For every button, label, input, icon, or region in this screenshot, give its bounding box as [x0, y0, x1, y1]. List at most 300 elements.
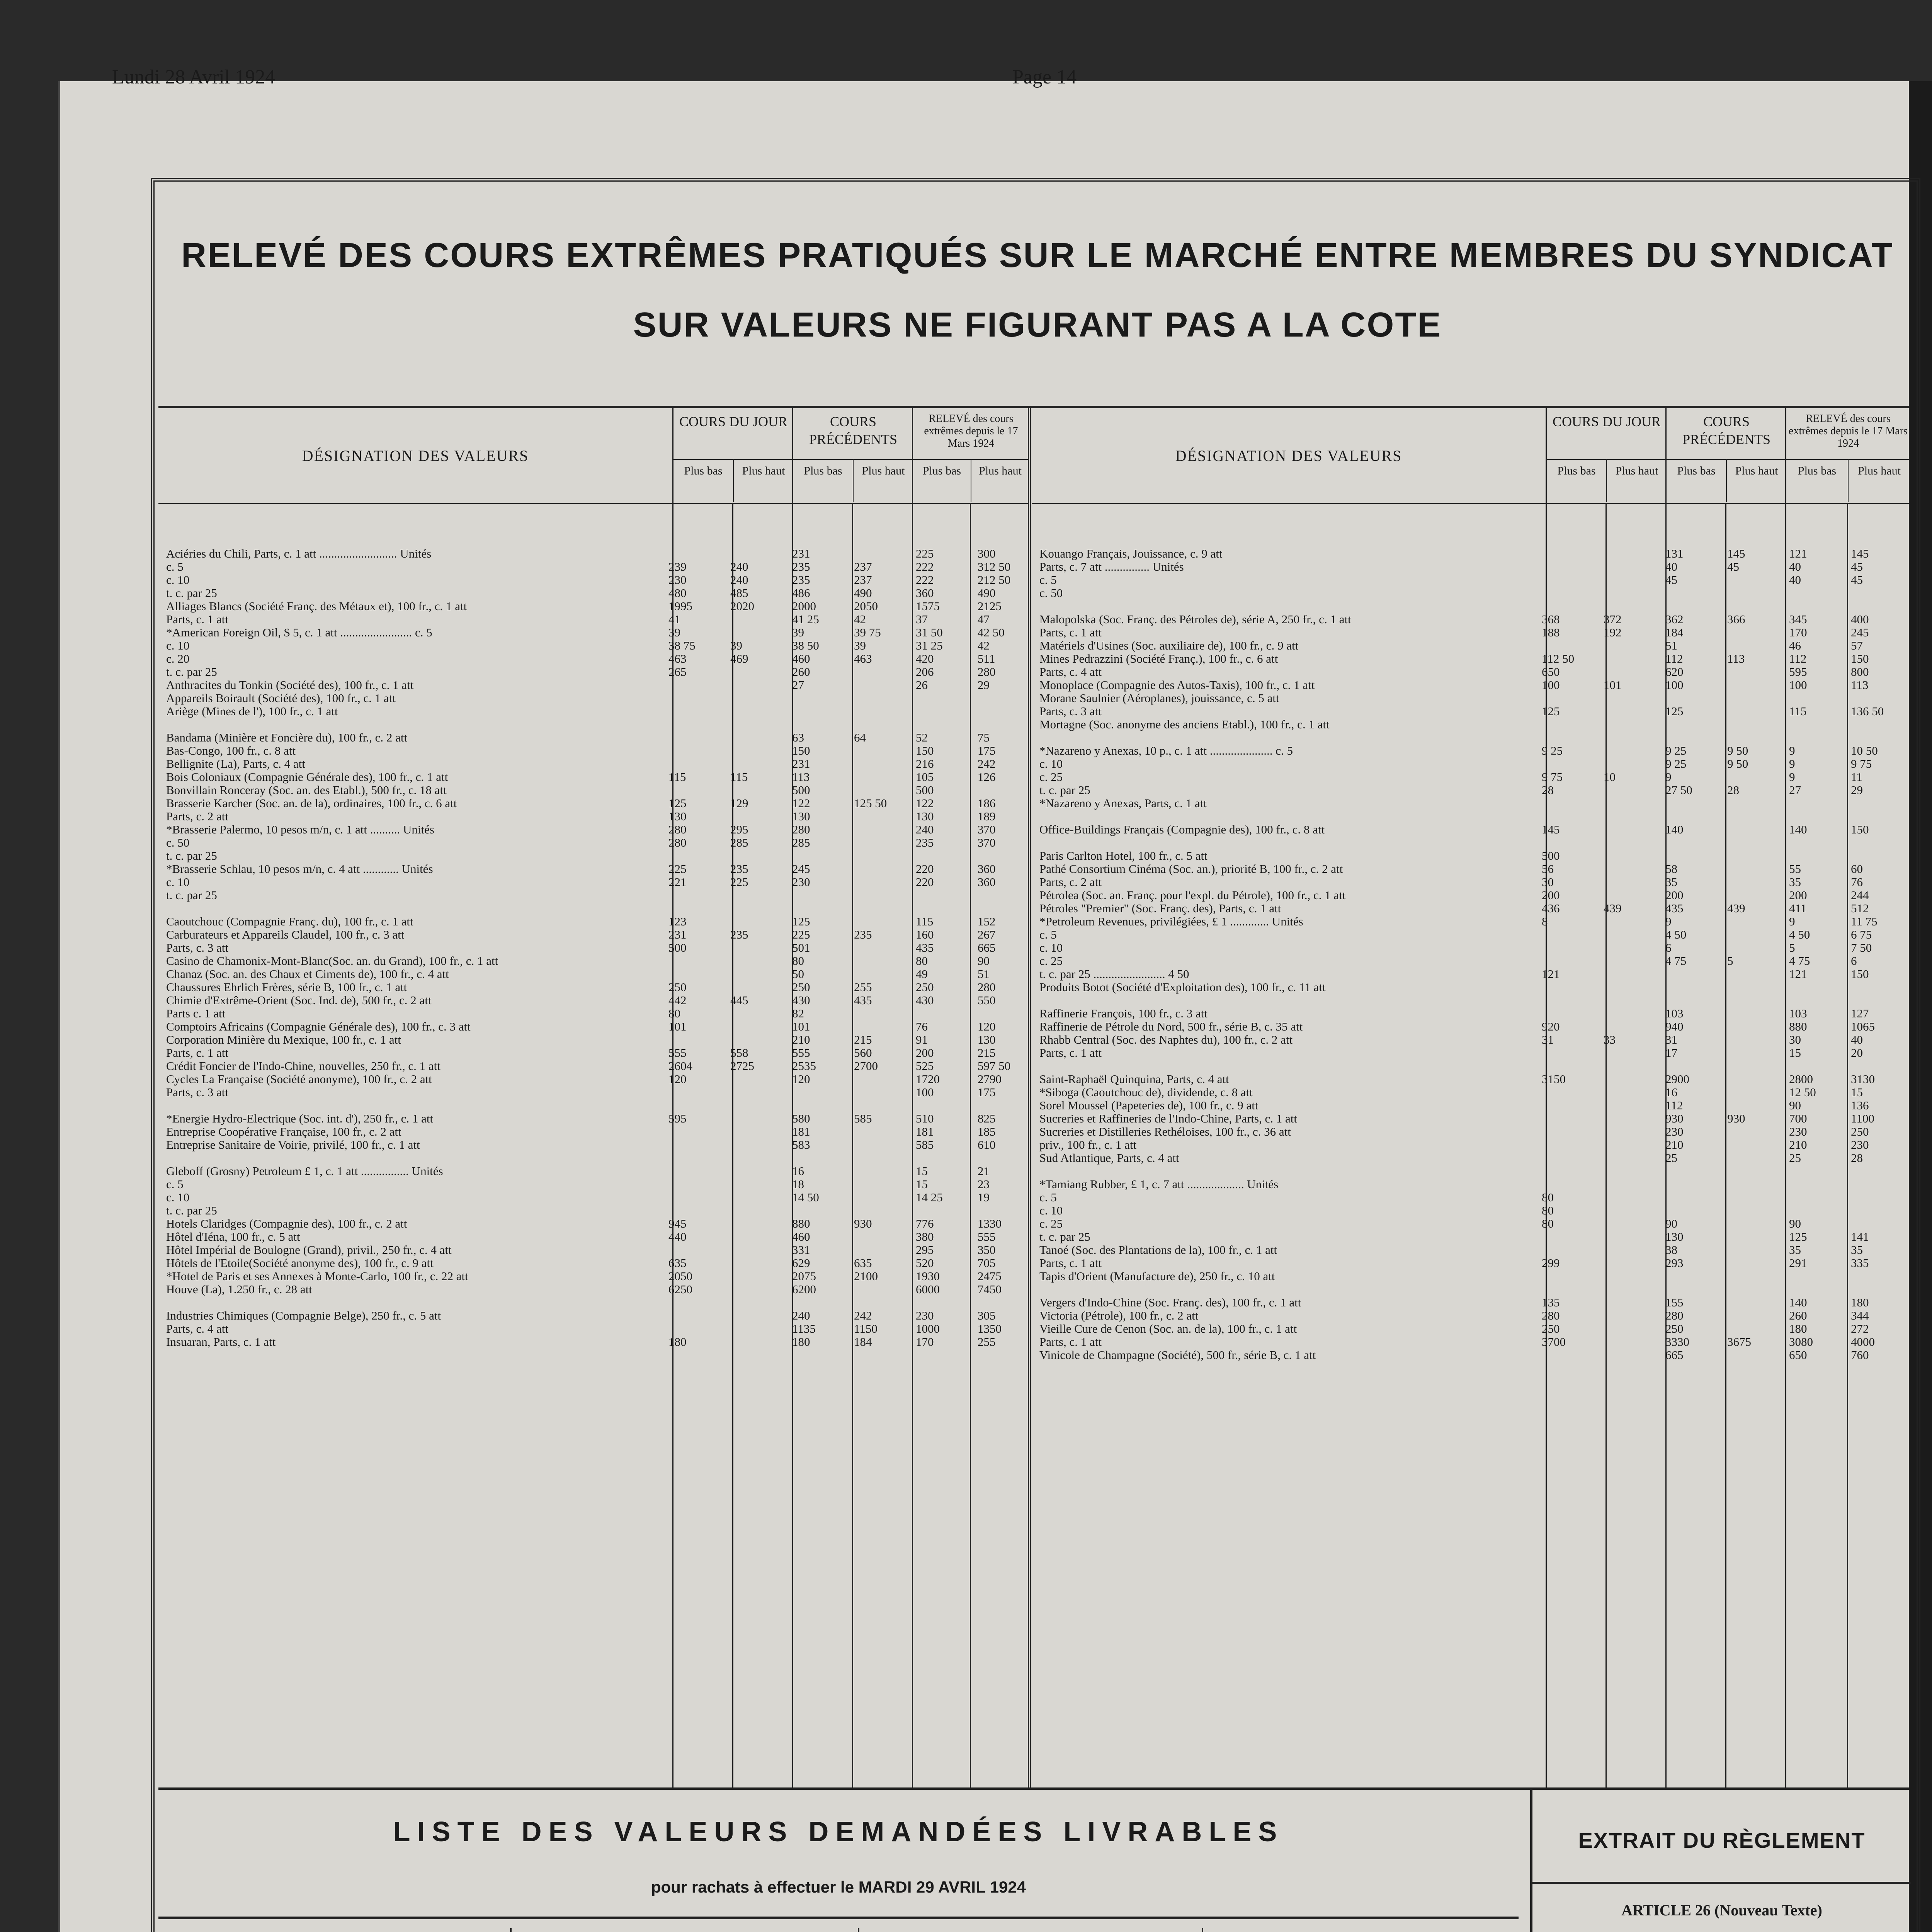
cours-value: 1150 [854, 1322, 878, 1335]
valeur-name: Casino de Chamonix-Mont-Blanc(Soc. an. du Grand), 100 fr., c. 1 att [166, 954, 498, 968]
cours-value: 160 [916, 928, 934, 941]
cours-value: 280 [792, 823, 810, 836]
cours-value: 700 [1789, 1112, 1807, 1125]
cours-value [1723, 810, 1785, 823]
cours-value [1662, 718, 1723, 731]
cours-value [726, 915, 788, 928]
cours-value: 80 [1542, 1190, 1554, 1204]
cours-value: 51 [1665, 639, 1677, 652]
table-row [166, 1335, 1036, 1349]
cours-value [726, 1191, 788, 1204]
valeur-name: t. c. par 25 ........................ 4 50 [1039, 968, 1189, 981]
cours-value: 39 75 [854, 626, 881, 639]
valeur-name: Parts, c. 3 att [166, 1086, 228, 1099]
table-row [1039, 1073, 1909, 1086]
table-row [1039, 652, 1909, 665]
cours-value: 29 [978, 678, 990, 692]
table-row [166, 1046, 1036, 1060]
cours-value: 52 [916, 731, 928, 744]
cours-value [1538, 731, 1600, 744]
table-row [1039, 718, 1909, 731]
cours-value: 285 [792, 836, 810, 849]
valeur-name: Tanoé (Soc. des Plantations de la), 100 fr., c. 1 att [1039, 1243, 1277, 1257]
table-row [1039, 981, 1909, 994]
cours-value [1723, 679, 1785, 692]
cours-value [1785, 692, 1847, 705]
cours-value [1723, 770, 1785, 784]
cours-value: 39 [730, 639, 742, 652]
cours-value: 2475 [978, 1269, 1002, 1283]
cours-value [1600, 862, 1662, 876]
cours-value: 150 [1851, 652, 1869, 665]
cours-value: 155 [1665, 1296, 1684, 1309]
cours-value [1600, 757, 1662, 770]
cours-value [726, 1322, 788, 1335]
cours-value [1600, 994, 1662, 1007]
cours-value: 585 [916, 1138, 934, 1151]
cours-value [665, 1296, 726, 1309]
main-title: RELEVÉ DES COURS EXTRÊMES PRATIQUÉS SUR LE MARCHÉ ENTRE MEMBRES DU SYNDICAT [181, 236, 1894, 275]
cours-value [1847, 587, 1909, 600]
cours-value: 435 [916, 941, 934, 954]
valeur-name [1039, 731, 1538, 744]
divider [158, 1917, 1519, 1919]
left-rows [166, 547, 1036, 1349]
cours-value: 90 [1789, 1217, 1801, 1230]
cours-value [1847, 692, 1909, 705]
cours-value: 555 [668, 1046, 687, 1060]
cours-value [850, 915, 912, 928]
cours-value [1600, 889, 1662, 902]
valeur-name: Produits Botot (Société d'Exploitation des), 100 fr., c. 11 att [1039, 981, 1326, 994]
valeur-name: Chanaz (Soc. an. des Chaux et Ciments de), 100 fr., c. 4 att [166, 968, 449, 981]
table-row [166, 1033, 1036, 1046]
cours-value [726, 547, 788, 560]
valeur-name [166, 718, 665, 731]
cours-value: 237 [854, 573, 872, 587]
table-header [158, 408, 1028, 504]
cours-value: 57 [1851, 639, 1863, 652]
cours-value [1847, 1283, 1909, 1296]
cours-value [1538, 941, 1600, 954]
table-row [166, 744, 1036, 757]
table-row [1039, 1349, 1909, 1362]
cours-value: 17 [1665, 1046, 1677, 1060]
cours-value: 47 [978, 612, 990, 626]
table-row [166, 1191, 1036, 1204]
cours-value [1600, 1125, 1662, 1138]
cours-value: 436 [1542, 901, 1560, 915]
cours-value [726, 1099, 788, 1112]
valeur-name: *Siboga (Caoutchouc de), dividende, c. 8 att [1039, 1086, 1253, 1099]
valeur-name [166, 902, 665, 915]
cours-value: 140 [1665, 823, 1684, 836]
cours-value [788, 1151, 850, 1165]
cours-value [1600, 849, 1662, 862]
table-row [1039, 797, 1909, 810]
cours-value [1723, 626, 1785, 639]
valeur-name: c. 10 [166, 1191, 190, 1204]
table-row [166, 613, 1036, 626]
cours-value: 121 [1789, 967, 1807, 981]
cours-value [1600, 639, 1662, 652]
cours-value [665, 757, 726, 770]
cours-value: 40 [1665, 560, 1677, 573]
cours-value: 267 [978, 928, 996, 941]
cours-value [665, 902, 726, 915]
cours-value: 210 [1665, 1138, 1684, 1151]
table-row [166, 1138, 1036, 1151]
cours-value [1538, 1138, 1600, 1151]
valeur-name: Tapis d'Orient (Manufacture de), 250 fr., c. 10 att [1039, 1270, 1275, 1283]
cours-value: 41 [668, 612, 680, 626]
valeur-name: Matériels d'Usines (Soc. auxiliaire de), 100 fr., c. 9 att [1039, 639, 1299, 652]
cours-value: 430 [916, 993, 934, 1007]
cours-value [1538, 928, 1600, 941]
cours-value [974, 718, 1036, 731]
cours-value: 235 [730, 862, 748, 876]
table-row [166, 928, 1036, 941]
valeur-name: Bandama (Minière et Foncière du), 100 fr., c. 2 att [166, 731, 408, 744]
cours-value: 15 [1789, 1046, 1801, 1060]
cours-value: 120 [668, 1072, 687, 1086]
cours-value [1662, 600, 1723, 613]
valeur-name: Mines Pedrazzini (Société Franç.), 100 fr., c. 6 att [1039, 652, 1278, 665]
cours-value: 230 [1665, 1125, 1684, 1138]
cours-value [1723, 1309, 1785, 1322]
cours-value: 14 50 [792, 1190, 819, 1204]
cours-value [665, 679, 726, 692]
cours-value [726, 954, 788, 968]
cours-value [665, 1099, 726, 1112]
cours-value [974, 889, 1036, 902]
table-row [1039, 1007, 1909, 1020]
cours-value [1723, 1007, 1785, 1020]
cours-value: 2790 [978, 1072, 1002, 1086]
cours-value: 5 [1727, 954, 1733, 968]
cours-value [1538, 810, 1600, 823]
cours-value: 225 [730, 875, 748, 889]
cours-value: 665 [1665, 1348, 1684, 1362]
cours-value [1538, 1046, 1600, 1060]
cours-value [665, 744, 726, 757]
cours-value [1600, 1099, 1662, 1112]
table-row [166, 731, 1036, 744]
valeur-name: Anthracites du Tonkin (Société des), 100 fr., c. 1 att [166, 679, 414, 692]
actions-column [158, 1928, 498, 1932]
cours-value: 63 [792, 731, 804, 744]
cours-value [1723, 1349, 1785, 1362]
designation-header: DÉSIGNATION DES VALEURS [302, 447, 529, 464]
cours-value [1723, 1257, 1785, 1270]
cours-value: 7450 [978, 1282, 1002, 1296]
table-row [166, 1243, 1036, 1257]
cours-value [726, 1033, 788, 1046]
cours-value: 90 [1665, 1217, 1677, 1230]
cours-value: 435 [1665, 901, 1684, 915]
table-row [1039, 665, 1909, 679]
cours-value: 11 75 [1851, 915, 1878, 928]
cours-value: 6 75 [1851, 928, 1872, 941]
cours-value: 180 [1789, 1322, 1807, 1335]
cours-value: 131 [1665, 547, 1684, 560]
table-row [166, 560, 1036, 573]
cours-value [974, 692, 1036, 705]
cours-value: 4 50 [1665, 928, 1687, 941]
cours-value [850, 665, 912, 679]
cours-value: 635 [668, 1256, 687, 1270]
cours-value: 242 [854, 1309, 872, 1322]
cours-value: 291 [1789, 1256, 1807, 1270]
cours-value [1600, 1191, 1662, 1204]
cours-value [726, 1270, 788, 1283]
table-row [1039, 731, 1909, 744]
extrait-title: EXTRAIT DU RÈGLEMENT [1578, 1828, 1866, 1852]
cours-value: 6 [1665, 941, 1672, 954]
valeur-name: Pathé Consortium Cinéma (Soc. an.), priorité B, 100 fr., c. 2 att [1039, 862, 1343, 876]
obligations-column [1202, 1928, 1520, 1932]
valeur-name: Hôtel Impérial de Boulogne (Grand), privil., 250 fr., c. 4 att [166, 1243, 452, 1257]
cours-value [665, 1204, 726, 1217]
cours-value: 125 [668, 796, 687, 810]
cours-value: 305 [978, 1309, 996, 1322]
valeur-name: Parts, c. 4 att [166, 1322, 228, 1335]
cours-value: 420 [916, 652, 934, 665]
cours-value [1785, 1178, 1847, 1191]
cours-value: 490 [854, 586, 872, 600]
cours-value [665, 849, 726, 862]
cours-value [1538, 1007, 1600, 1020]
cours-value: 525 [916, 1059, 934, 1073]
cours-value: 1720 [916, 1072, 940, 1086]
cours-prec-header: COURS PRÉCÉDENTS Plus bas Plus haut [792, 408, 913, 503]
valeur-name: Vieille Cure de Cenon (Soc. an. de la), 100 fr., c. 1 att [1039, 1322, 1297, 1335]
table-row [1039, 1283, 1909, 1296]
cours-value [1847, 1060, 1909, 1073]
cours-value [1723, 1178, 1785, 1191]
cours-value [1723, 1060, 1785, 1073]
valeur-name: *Brasserie Schlau, 10 pesos m/n, c. 4 att ............ Unités [166, 862, 433, 876]
cours-value [1723, 600, 1785, 613]
cours-value: 231 [792, 547, 810, 560]
cours-value: 250 [1851, 1125, 1869, 1138]
cours-value [1662, 810, 1723, 823]
table-row [1039, 770, 1909, 784]
table-row [1039, 744, 1909, 757]
cours-value [726, 1086, 788, 1099]
cours-value: 4000 [1851, 1335, 1875, 1349]
cours-value: 37 [916, 612, 928, 626]
table-row [166, 652, 1036, 665]
cours-value [1538, 1125, 1600, 1138]
cours-value [1723, 1243, 1785, 1257]
valeur-name: Bellignite (La), Parts, c. 4 att [166, 757, 305, 770]
cours-value: 2725 [730, 1059, 754, 1073]
cours-value [974, 1099, 1036, 1112]
valeur-name: Rhabb Central (Soc. des Naphtes du), 100 fr., c. 2 att [1039, 1033, 1293, 1046]
valeur-name: Bonvillain Ronceray (Soc. an. des Etabl.), 500 fr., c. 18 att [166, 784, 447, 797]
cours-value [1785, 731, 1847, 744]
cours-value [726, 981, 788, 994]
cours-value [850, 902, 912, 915]
cours-value: 192 [1604, 626, 1622, 639]
cours-value: 9 50 [1727, 757, 1748, 770]
cours-value: 9 75 [1851, 757, 1872, 770]
valeur-name: *Energie Hydro-Electrique (Soc. int. d'), 250 fr., c. 1 att [166, 1112, 434, 1125]
cours-value [850, 692, 912, 705]
cours-value [1723, 1204, 1785, 1217]
cours-value: 39 [792, 626, 804, 639]
cours-value: 181 [792, 1125, 810, 1138]
table-row [1039, 1112, 1909, 1125]
valeur-name: Hôtels de l'Etoile(Société anonyme des), 100 fr., c. 9 att [166, 1257, 434, 1270]
valeur-name: Mortagne (Soc. anonyme des anciens Etabl.), 100 fr., c. 1 att [1039, 718, 1330, 731]
cours-value: 9 25 [1665, 744, 1687, 757]
cours-value [665, 1243, 726, 1257]
cours-value: 2020 [730, 599, 754, 613]
cours-value [1847, 718, 1909, 731]
cours-value: 80 [916, 954, 928, 968]
cours-value: 555 [792, 1046, 810, 1060]
cours-value: 240 [730, 560, 748, 573]
cours-value [1723, 1322, 1785, 1335]
cours-value: 9 75 [1542, 770, 1563, 784]
valeur-name [1039, 1060, 1538, 1073]
valeur-name: c. 5 [1039, 1191, 1057, 1204]
cours-value [1600, 1178, 1662, 1191]
cours-value [665, 1191, 726, 1204]
cours-value: 103 [1789, 1007, 1807, 1020]
table-row [1039, 705, 1909, 718]
table-row [1039, 902, 1909, 915]
valeur-name: c. 5 [166, 1178, 184, 1191]
cours-value: 121 [1542, 967, 1560, 981]
table-row [1039, 1165, 1909, 1178]
cours-value [726, 665, 788, 679]
cours-value: 122 [916, 796, 934, 810]
cours-value: 222 [916, 573, 934, 587]
table-row [166, 823, 1036, 836]
cours-value: 175 [978, 1085, 996, 1099]
cours-value: 200 [916, 1046, 934, 1060]
valeur-name: Parts, c. 1 att [1039, 1046, 1102, 1060]
cours-value [1600, 652, 1662, 665]
table-row [1039, 1151, 1909, 1165]
cours-value [1600, 573, 1662, 587]
cours-value: 121 [1789, 547, 1807, 560]
cours-value: 230 [916, 1309, 934, 1322]
cours-value: 140 [1789, 823, 1807, 836]
cours-value: 220 [916, 875, 934, 889]
cours-value [1600, 1086, 1662, 1099]
cours-value: 25 [1789, 1151, 1801, 1165]
cours-value: 35 [1665, 875, 1677, 889]
cours-value [1723, 836, 1785, 849]
cours-value [665, 1309, 726, 1322]
cours-value [912, 902, 974, 915]
cours-value [726, 1073, 788, 1086]
cours-value [850, 823, 912, 836]
cours-value: 225 [792, 928, 810, 941]
table-row [1039, 600, 1909, 613]
cours-value [788, 1296, 850, 1309]
cours-value: 150 [1851, 967, 1869, 981]
cours-value [1847, 1165, 1909, 1178]
cours-value [1600, 1296, 1662, 1309]
valeur-name: Ariège (Mines de l'), 100 fr., c. 1 att [166, 705, 338, 718]
cours-value: 105 [916, 770, 934, 784]
valeur-name: Vergers d'Indo-Chine (Soc. Franç. des), 100 fr., c. 1 att [1039, 1296, 1301, 1309]
valeur-name: c. 25 [1039, 1217, 1063, 1230]
cours-value [1538, 1112, 1600, 1125]
cours-value [850, 784, 912, 797]
cours-value: 380 [916, 1230, 934, 1243]
cours-value [1600, 665, 1662, 679]
cours-value [1538, 560, 1600, 573]
cours-value: 123 [668, 915, 687, 928]
cours-value: 930 [1727, 1112, 1745, 1125]
cours-value [788, 718, 850, 731]
table-row [166, 547, 1036, 560]
valeur-name: c. 50 [166, 836, 190, 849]
cours-value: 500 [916, 783, 934, 797]
table-row [1039, 836, 1909, 849]
cours-value [1723, 876, 1785, 889]
table-row [166, 1007, 1036, 1020]
cours-value: 80 [1542, 1204, 1554, 1217]
cours-value [1600, 1230, 1662, 1243]
cours-value: 35 [1789, 875, 1801, 889]
valeur-name: t. c. par 25 [166, 849, 217, 862]
valeur-name: Parts, c. 1 att [1039, 1257, 1102, 1270]
cours-value: 130 [668, 810, 687, 823]
cours-value [1662, 994, 1723, 1007]
valeur-name: c. 10 [1039, 1204, 1063, 1217]
cours-value: 225 [668, 862, 687, 876]
table-row [1039, 560, 1909, 573]
cours-value [1723, 941, 1785, 954]
cours-value [1785, 836, 1847, 849]
cours-value [788, 1204, 850, 1217]
cours-value [788, 705, 850, 718]
cours-value [726, 889, 788, 902]
cours-value: 280 [668, 823, 687, 836]
cours-value [1785, 849, 1847, 862]
cours-value: 9 [1789, 757, 1795, 770]
cours-value: 550 [978, 993, 996, 1007]
cours-value: 216 [916, 757, 934, 770]
cours-value [1600, 981, 1662, 994]
cours-value: 245 [1851, 626, 1869, 639]
divider [1532, 1882, 1911, 1884]
cours-value [726, 1230, 788, 1243]
cours-value [850, 1204, 912, 1217]
cours-value: 28 [1727, 783, 1739, 797]
cours-value: 800 [1851, 665, 1869, 679]
cours-value [665, 547, 726, 560]
cours-value: 250 [1665, 1322, 1684, 1335]
cours-value [1600, 744, 1662, 757]
cours-value [665, 1138, 726, 1151]
cours-value: 485 [730, 586, 748, 600]
cours-value: 629 [792, 1256, 810, 1270]
cours-value: 210 [792, 1033, 810, 1046]
cours-value: 30 [1789, 1033, 1801, 1046]
cours-value: 76 [1851, 875, 1863, 889]
table-row [166, 968, 1036, 981]
cours-value [1538, 1060, 1600, 1073]
cours-value: 122 [792, 796, 810, 810]
